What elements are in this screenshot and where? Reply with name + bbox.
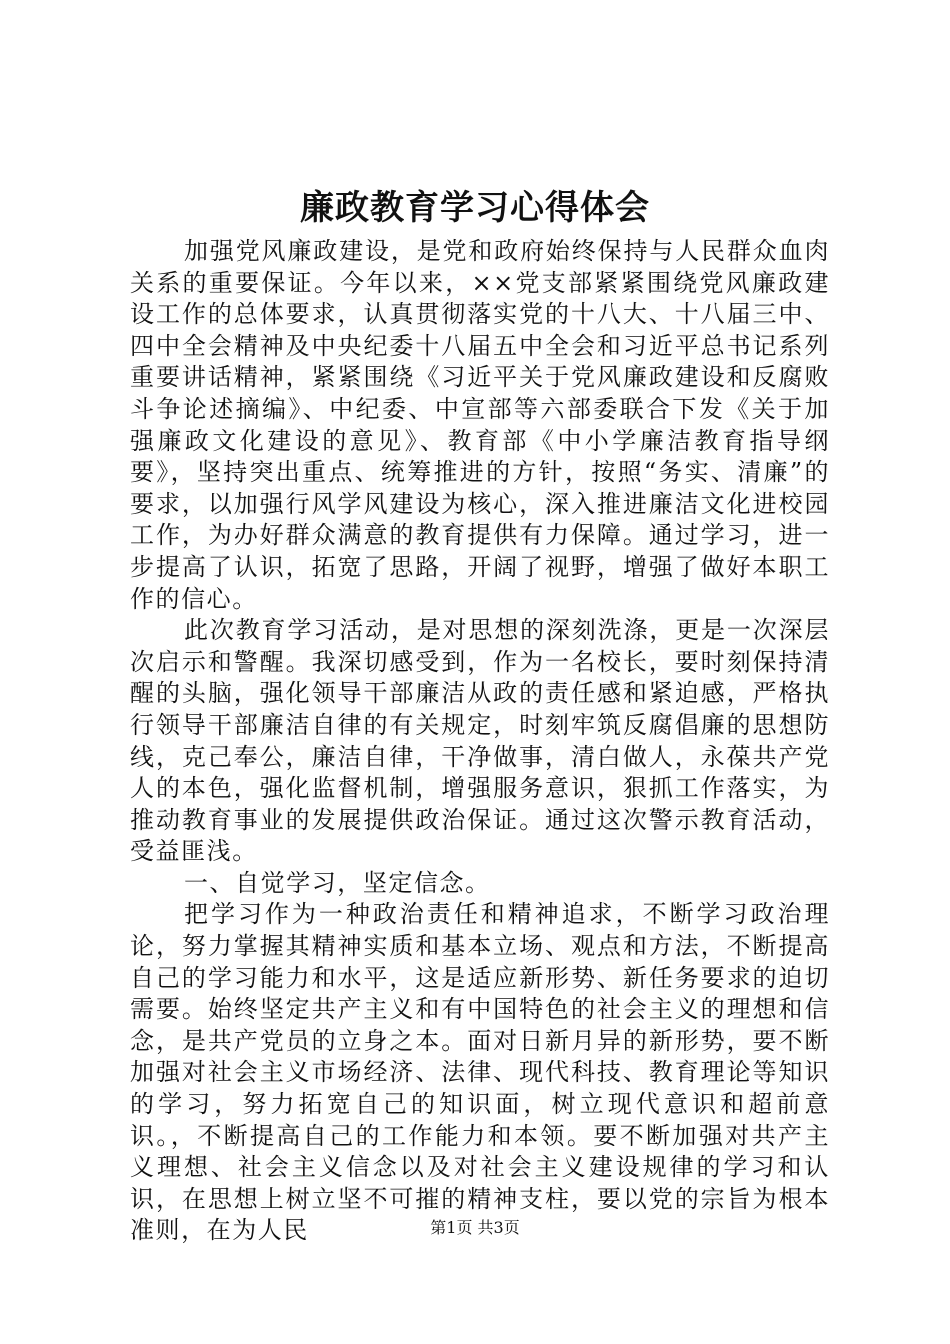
paragraph-intro: 加强党风廉政建设，是党和政府始终保持与人民群众血肉关系的重要保证。今年以来，××党支部紧紧围绕党风廉政建设工作的总体要求，认真贯彻落实党的十八大、十八届三中、四中全会精神及中央纪委十八届五中全会和习近平总书记系列重要讲话精神，紧紧围绕《习近平关于党风廉政建设和反腐败斗争论述摘编》、中纪委、中宣部等六部委联合下发《关于加强廉政文化建设的意见》、教育部《中小学廉洁教育指导纲要》，坚持突出重点、统筹推进的方针，按照“务实、清廉”的要求，以加强行风学风建设为核心，深入推进廉洁文化进校园工作，为办好群众满意的教育提供有力保障。通过学习，进一步提高了认识，拓宽了思路，开阔了视野，增强了做好本职工作的信心。 [130,237,830,613]
paragraph-reflection: 此次教育学习活动，是对思想的深刻洗涤，更是一次深层次启示和警醒。我深切感受到，作为一名校长，要时刻保持清醒的头脑，强化领导干部廉洁从政的责任感和紧迫感，严格执行领导干部廉洁自律的有关规定，时刻牢筑反腐倡廉的思想防线，克己奉公，廉洁自律，干净做事，清白做人，永葆共产党人的本色，强化监督机制，增强服务意识，狠抓工作落实，为推动教育事业的发展提供政治保证。通过这次警示教育活动，受益匪浅。 [130,616,830,866]
paragraph-section-1: 把学习作为一种政治责任和精神追求，不断学习政治理论，努力掌握其精神实质和基本立场、观点和方法，不断提高自己的学习能力和水平，这是适应新形势、新任务要求的迫切需要。始终坚定共产主义和有中国特色的社会主义的理想和信念，是共产党员的立身之本。面对日新月异的新形势，要不断加强对社会主义市场经济、法律、现代科技、教育理论等知识的学习，努力拓宽自己的知识面，树立现代意识和超前意识。，不断提高自己的工作能力和本领。要不断加强对共产主义理想、社会主义信念以及对社会主义建设规律的学习和认识，在思想上树立坚不可摧的精神支柱，要以党的宗旨为根本准则，在为人民 [130,900,830,1245]
section-heading-1: 一、自觉学习，坚定信念。 [184,868,491,897]
document-title: 廉政教育学习心得体会 [300,188,650,228]
document-body [130,236,830,1247]
page-number-footer: 第1页 共3页 [430,1218,520,1237]
